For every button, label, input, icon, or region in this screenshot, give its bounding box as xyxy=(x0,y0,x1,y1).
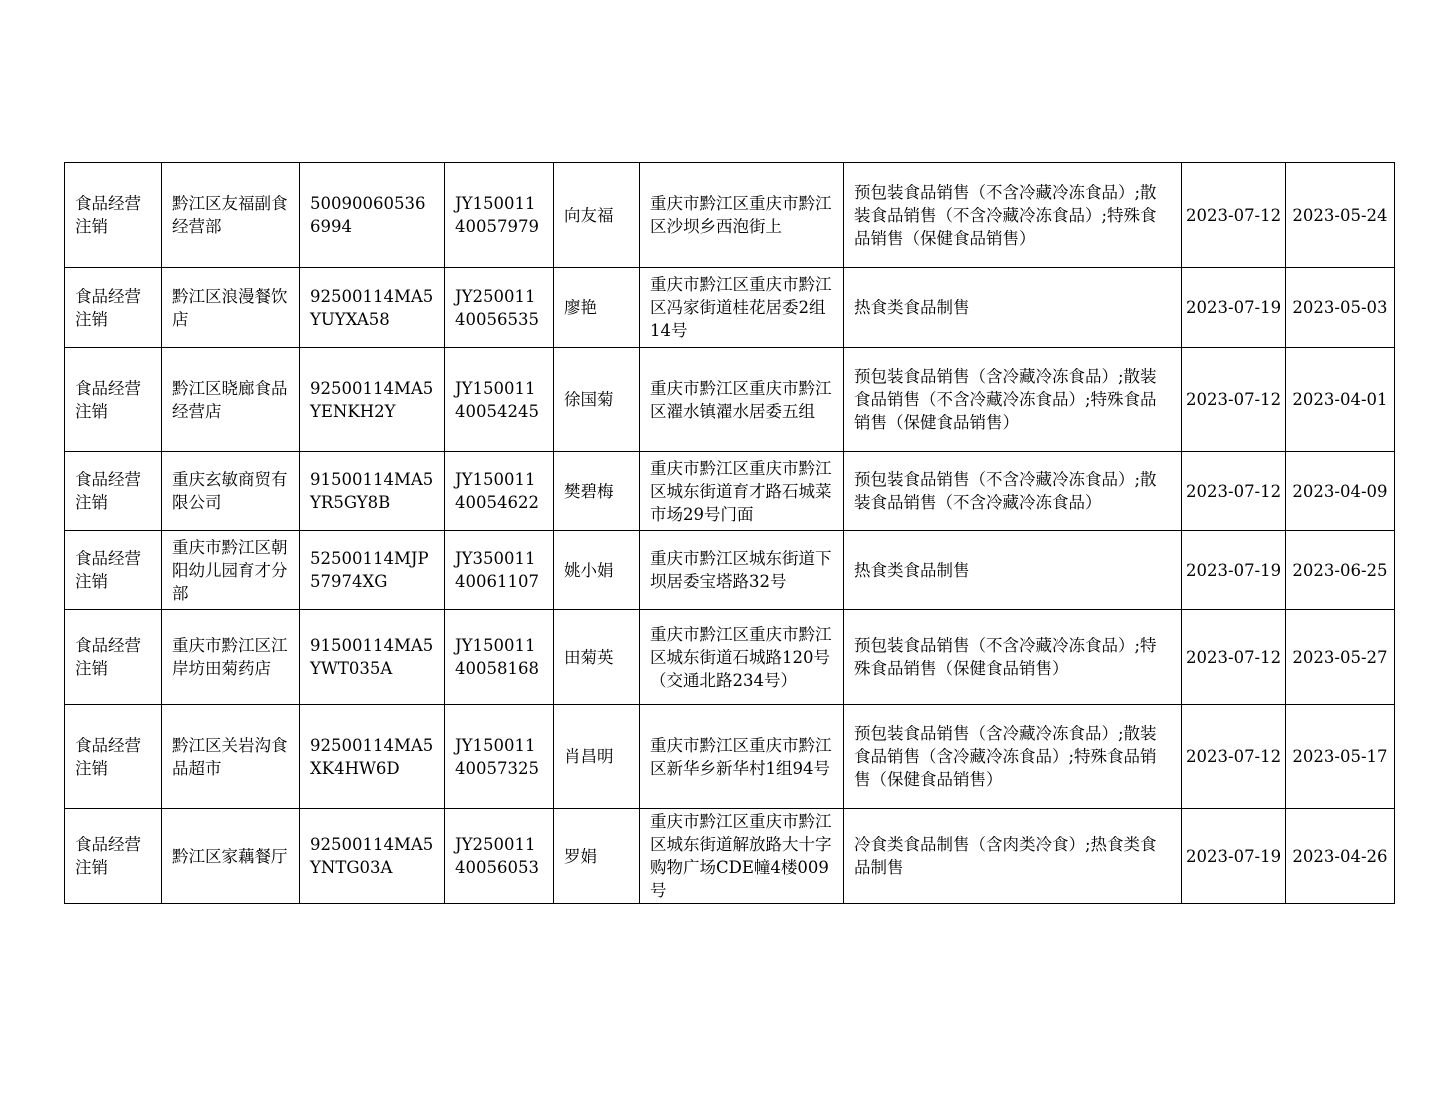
cell-address: 重庆市黔江区城东街道下坝居委宝塔路32号 xyxy=(640,531,844,610)
table-row xyxy=(65,610,1395,705)
cell-license-no: JY15001140058168 xyxy=(445,610,554,705)
cell-name: 黔江区友福副食经营部 xyxy=(162,163,300,268)
cell-scope: 预包装食品销售（不含冷藏冷冻食品）;特殊食品销售（保健食品销售） xyxy=(844,610,1182,705)
cell-scope: 热食类食品制售 xyxy=(844,531,1182,610)
cell-name: 重庆市黔江区朝阳幼儿园育才分部 xyxy=(162,531,300,610)
cell-license-no: JY15001140057325 xyxy=(445,705,554,809)
cell-type: 食品经营注销 xyxy=(65,163,162,268)
cell-name: 重庆玄敏商贸有限公司 xyxy=(162,452,300,531)
cell-credit-code: 91500114MA5YWT035A xyxy=(300,610,445,705)
cell-address: 重庆市黔江区重庆市黔江区新华乡新华村1组94号 xyxy=(640,705,844,809)
cell-person: 罗娟 xyxy=(554,809,640,904)
cell-scope: 预包装食品销售（不含冷藏冷冻食品）;散装食品销售（不含冷藏冷冻食品） xyxy=(844,452,1182,531)
cell-date-1: 2023-07-12 xyxy=(1182,705,1286,809)
table-row xyxy=(65,163,1395,268)
cell-scope: 热食类食品制售 xyxy=(844,268,1182,348)
cell-date-2: 2023-05-27 xyxy=(1286,610,1395,705)
cell-person: 廖艳 xyxy=(554,268,640,348)
cell-scope: 预包装食品销售（含冷藏冷冻食品）;散装食品销售（含冷藏冷冻食品）;特殊食品销售（保健食品销售） xyxy=(844,705,1182,809)
cell-license-no: JY15001140057979 xyxy=(445,163,554,268)
cell-type: 食品经营注销 xyxy=(65,610,162,705)
table-row xyxy=(65,268,1395,348)
cell-license-no: JY25001140056535 xyxy=(445,268,554,348)
cell-type: 食品经营注销 xyxy=(65,809,162,904)
cell-person: 樊碧梅 xyxy=(554,452,640,531)
cell-name: 黔江区晓廊食品经营店 xyxy=(162,348,300,452)
cell-date-2: 2023-04-09 xyxy=(1286,452,1395,531)
cell-person: 徐国菊 xyxy=(554,348,640,452)
cell-credit-code: 92500114MA5YUYXA58 xyxy=(300,268,445,348)
cell-date-1: 2023-07-12 xyxy=(1182,163,1286,268)
cell-date-1: 2023-07-19 xyxy=(1182,531,1286,610)
cell-type: 食品经营注销 xyxy=(65,268,162,348)
cell-name: 黔江区家藕餐厅 xyxy=(162,809,300,904)
table-row xyxy=(65,452,1395,531)
cell-person: 向友福 xyxy=(554,163,640,268)
cell-date-2: 2023-05-03 xyxy=(1286,268,1395,348)
cell-address: 重庆市黔江区重庆市黔江区城东街道解放路大十字购物广场CDE幢4楼009号 xyxy=(640,809,844,904)
cell-date-1: 2023-07-19 xyxy=(1182,268,1286,348)
cell-date-1: 2023-07-12 xyxy=(1182,452,1286,531)
table-row xyxy=(65,348,1395,452)
cell-name: 重庆市黔江区江岸坊田菊药店 xyxy=(162,610,300,705)
cell-date-2: 2023-06-25 xyxy=(1286,531,1395,610)
cell-scope: 冷食类食品制售（含肉类冷食）;热食类食品制售 xyxy=(844,809,1182,904)
cell-date-2: 2023-04-26 xyxy=(1286,809,1395,904)
cell-person: 田菊英 xyxy=(554,610,640,705)
cell-credit-code: 92500114MA5YNTG03A xyxy=(300,809,445,904)
cell-date-1: 2023-07-12 xyxy=(1182,610,1286,705)
cell-name: 黔江区关岩沟食品超市 xyxy=(162,705,300,809)
table-row xyxy=(65,705,1395,809)
cell-license-no: JY15001140054245 xyxy=(445,348,554,452)
cell-type: 食品经营注销 xyxy=(65,705,162,809)
table-row xyxy=(65,809,1395,904)
cell-name: 黔江区浪漫餐饮店 xyxy=(162,268,300,348)
cell-date-1: 2023-07-19 xyxy=(1182,809,1286,904)
cell-license-no: JY25001140056053 xyxy=(445,809,554,904)
cell-person: 肖昌明 xyxy=(554,705,640,809)
cell-date-1: 2023-07-12 xyxy=(1182,348,1286,452)
cell-address: 重庆市黔江区重庆市黔江区城东街道育才路石城菜市场29号门面 xyxy=(640,452,844,531)
cell-license-no: JY15001140054622 xyxy=(445,452,554,531)
license-cancellation-table xyxy=(64,162,1395,904)
cell-scope: 预包装食品销售（不含冷藏冷冻食品）;散装食品销售（不含冷藏冷冻食品）;特殊食品销售（保健食品销售） xyxy=(844,163,1182,268)
cell-address: 重庆市黔江区重庆市黔江区城东街道石城路120号（交通北路234号） xyxy=(640,610,844,705)
cell-credit-code: 91500114MA5YR5GY8B xyxy=(300,452,445,531)
cell-credit-code: 500900605366994 xyxy=(300,163,445,268)
table-row xyxy=(65,531,1395,610)
cell-credit-code: 52500114MJP57974XG xyxy=(300,531,445,610)
cell-type: 食品经营注销 xyxy=(65,452,162,531)
cell-type: 食品经营注销 xyxy=(65,531,162,610)
cell-credit-code: 92500114MA5YENKH2Y xyxy=(300,348,445,452)
cell-scope: 预包装食品销售（含冷藏冷冻食品）;散装食品销售（不含冷藏冷冻食品）;特殊食品销售（保健食品销售） xyxy=(844,348,1182,452)
cell-date-2: 2023-05-24 xyxy=(1286,163,1395,268)
cell-credit-code: 92500114MA5XK4HW6D xyxy=(300,705,445,809)
cell-date-2: 2023-04-01 xyxy=(1286,348,1395,452)
cell-type: 食品经营注销 xyxy=(65,348,162,452)
cell-address: 重庆市黔江区重庆市黔江区沙坝乡西泡街上 xyxy=(640,163,844,268)
cell-address: 重庆市黔江区重庆市黔江区濯水镇濯水居委五组 xyxy=(640,348,844,452)
cell-license-no: JY35001140061107 xyxy=(445,531,554,610)
cell-date-2: 2023-05-17 xyxy=(1286,705,1395,809)
cell-address: 重庆市黔江区重庆市黔江区冯家街道桂花居委2组14号 xyxy=(640,268,844,348)
cell-person: 姚小娟 xyxy=(554,531,640,610)
